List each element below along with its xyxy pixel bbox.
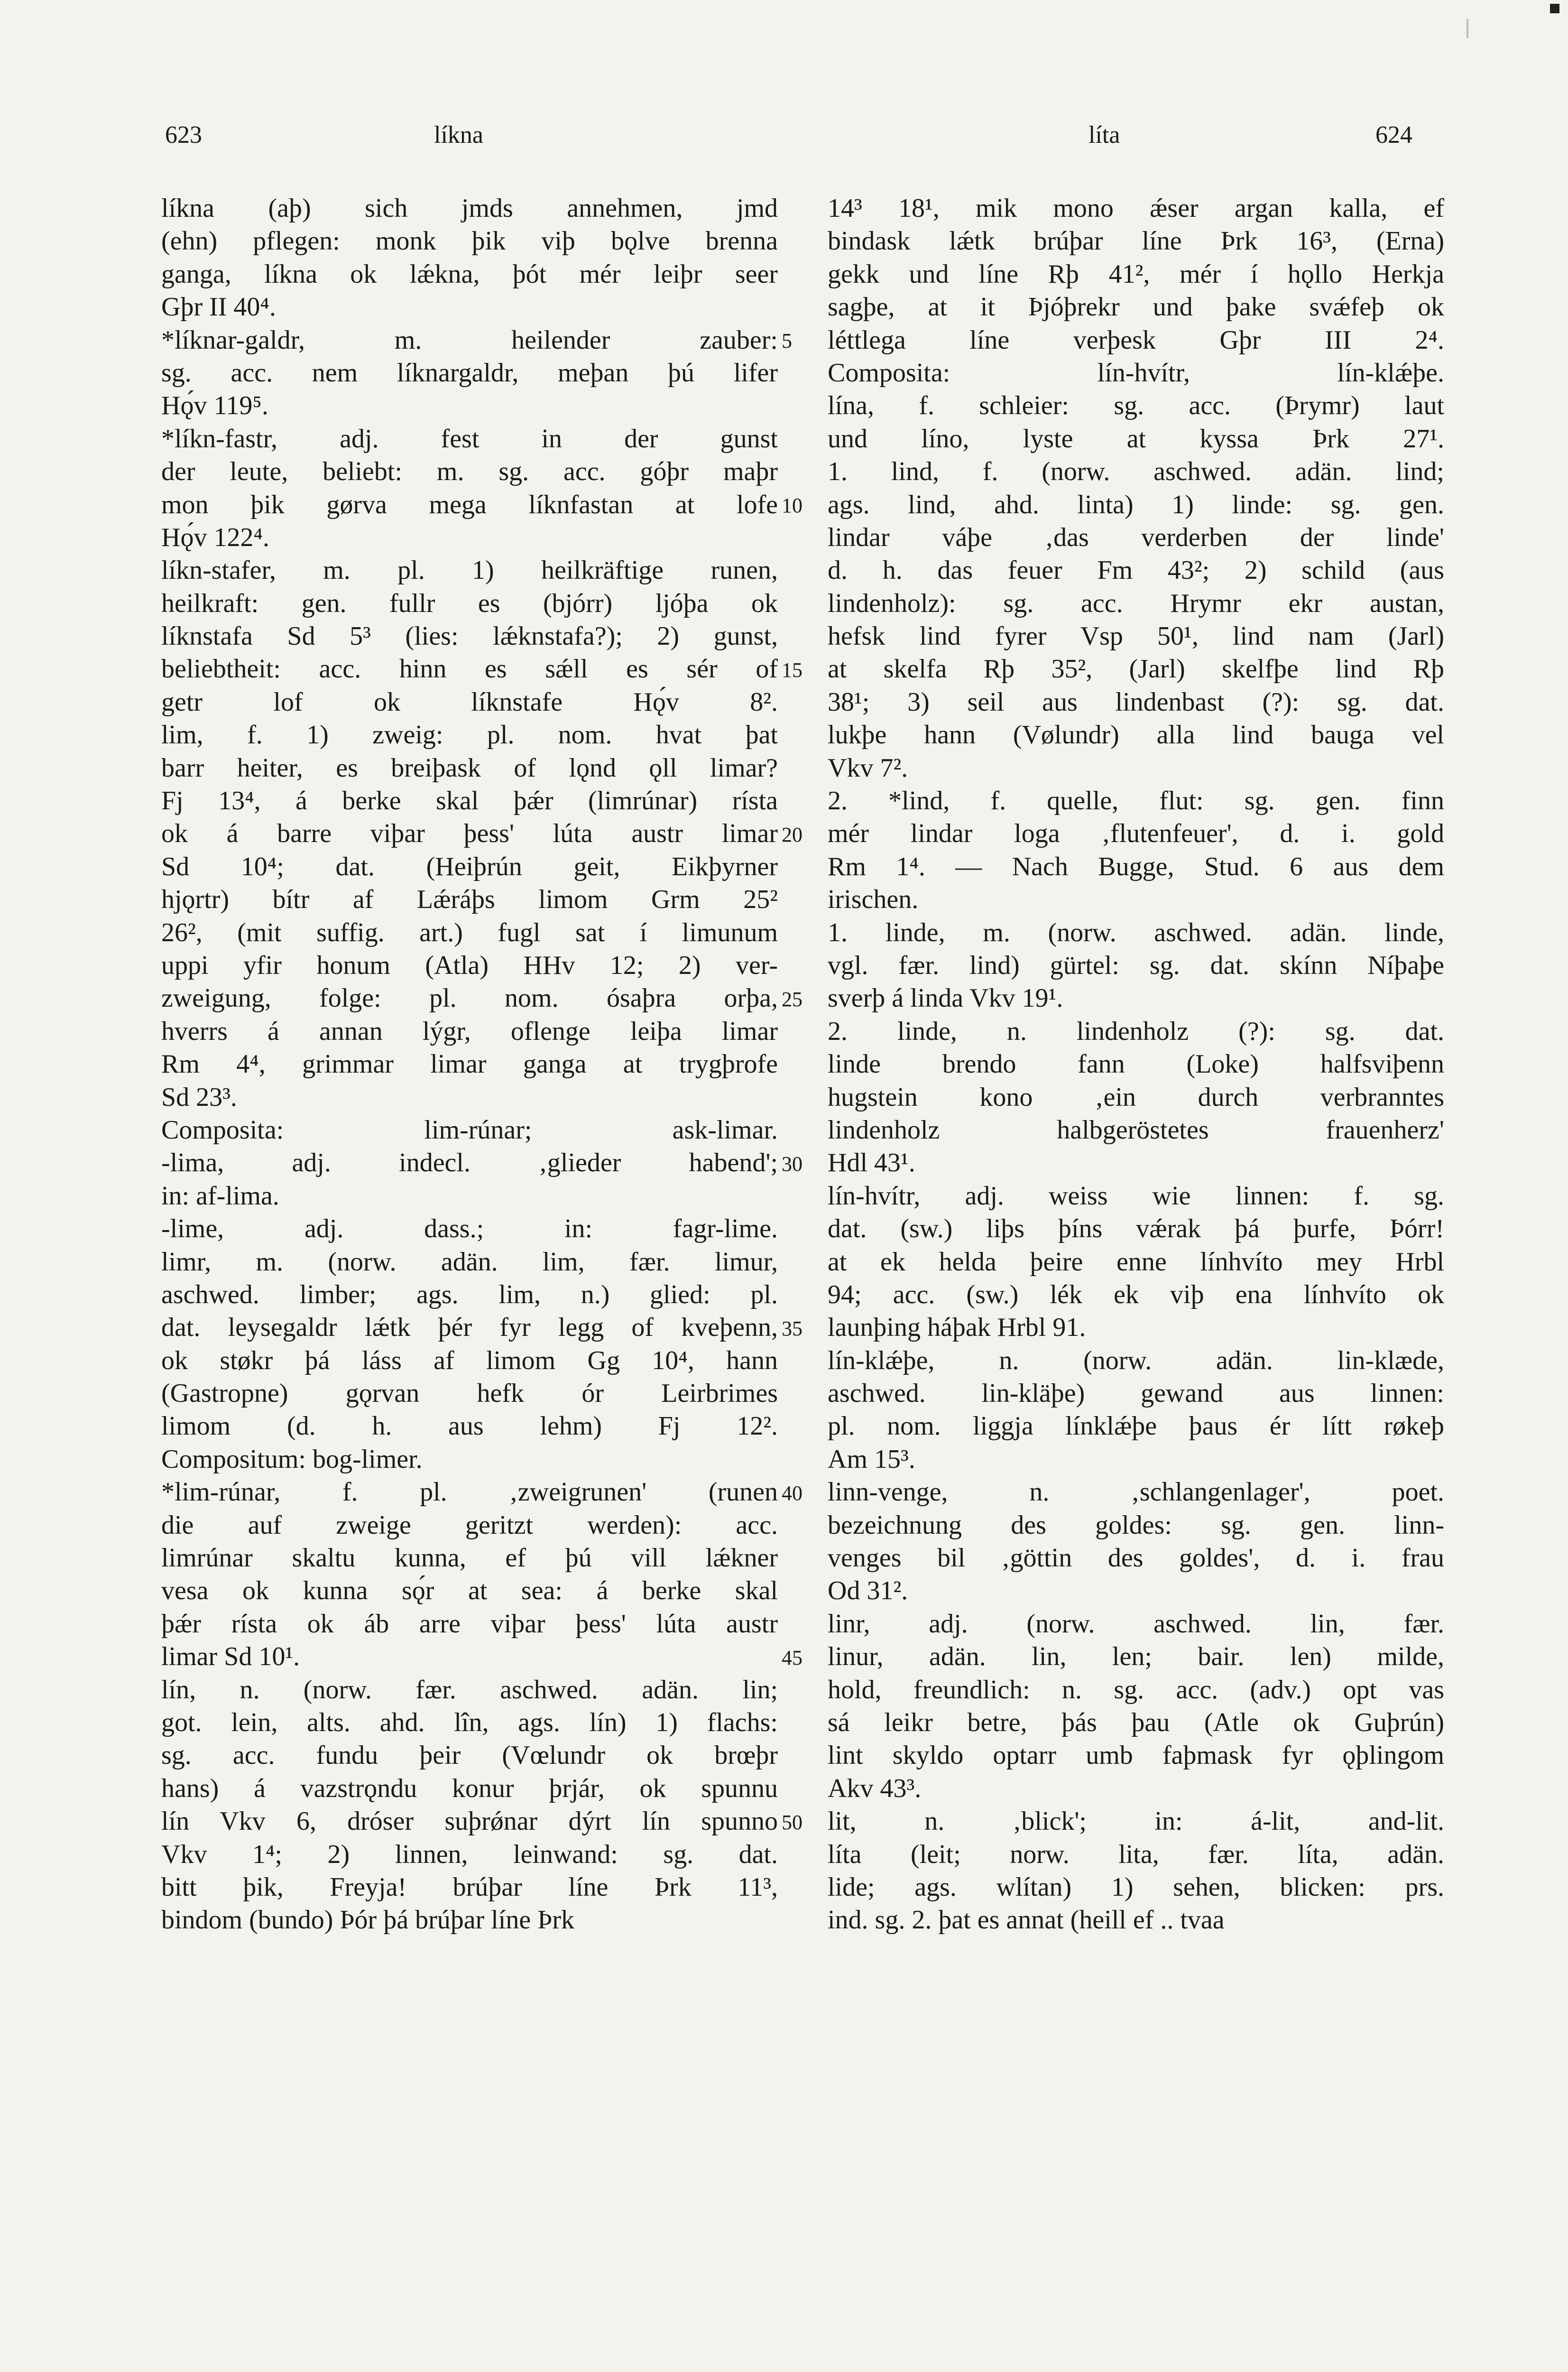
left-column-line: limr, m. (norw. adän. lim, fær. limur, xyxy=(161,1247,778,1277)
left-column-line: ok støkr þá láss af limom Gg 10⁴, hann xyxy=(161,1345,778,1375)
left-column-line: lín, n. (norw. fær. aschwed. adän. lin; xyxy=(161,1675,778,1705)
right-column-line: hugstein kono ‚ein durch verbranntes xyxy=(828,1082,1444,1112)
left-column-line: *líkn-fastr, adj. fest in der gunst xyxy=(161,424,778,454)
right-column-line: lindar váþe ‚das verderben der linde' xyxy=(828,522,1444,552)
left-column-line: der leute, beliebt: m. sg. acc. góþr maþr xyxy=(161,457,778,487)
left-column-line: Hǫ́v 119⁵. xyxy=(161,391,268,421)
line-number: 45 xyxy=(782,1646,802,1669)
right-column-line: launþing háþak Hrbl 91. xyxy=(828,1313,1086,1343)
right-column-line: Vkv 7². xyxy=(828,753,908,783)
left-page-number: 623 xyxy=(165,121,202,148)
right-column-line: linr, adj. (norw. aschwed. lin, fær. xyxy=(828,1609,1444,1639)
right-column-line: ags. lind, ahd. linta) 1) linde: sg. gen. xyxy=(828,490,1444,519)
left-column-line: limom (d. h. aus lehm) Fj 12². xyxy=(161,1411,778,1441)
right-column-line: hefsk lind fyrer Vsp 50¹, lind nam (Jarl) xyxy=(828,621,1444,651)
left-column-line: *líknar-galdr, m. heilender zauber: xyxy=(161,325,778,355)
left-column-line: sg. acc. fundu þeir (Vœlundr ok brœþr xyxy=(161,1741,778,1770)
left-column-line: mon þik gørva mega líknfastan at lofe xyxy=(161,490,778,519)
left-column-line: Composita: lim-rúnar; ask-limar. xyxy=(161,1115,778,1145)
right-column-line: und líno, lyste at kyssa Þrk 27¹. xyxy=(828,424,1444,454)
right-column-line: linur, adän. lin, len; bair. len) milde, xyxy=(828,1642,1444,1672)
left-column-line: die auf zweige geritzt werden): acc. xyxy=(161,1510,778,1540)
right-column-line: sagþe, at it Þjóþrekr und þake svǽfeþ ok xyxy=(828,292,1444,322)
left-column-line: hjǫrtr) bítr af Lǽráþs limom Grm 25² xyxy=(161,885,778,915)
left-column-line: dat. leysegaldr lǽtk þér fyr legg of kveþenn, xyxy=(161,1313,778,1343)
right-column-line: at ek helda þeire enne línhvíto mey Hrbl xyxy=(828,1247,1444,1277)
left-column-line: hverrs á annan lýgr, oflenge leiþa limar xyxy=(161,1016,778,1046)
right-column-line: d. h. das feuer Fm 43²; 2) schild (aus xyxy=(828,556,1444,585)
right-column-line: Od 31². xyxy=(828,1576,908,1606)
left-column-line: Compositum: bog-limer. xyxy=(161,1444,423,1474)
left-column-line: Vkv 1⁴; 2) linnen, leinwand: sg. dat. xyxy=(161,1839,778,1869)
right-column-line: at skelfa Rþ 35², (Jarl) skelfþe lind Rþ xyxy=(828,654,1444,684)
left-column-line: ok á barre viþar þess' lúta austr limar xyxy=(161,819,778,849)
left-column-line: Rm 4⁴, grimmar limar ganga at trygþrofe xyxy=(161,1049,778,1079)
left-column-line: limrúnar skaltu kunna, ef þú vill lǽkner xyxy=(161,1543,778,1573)
right-column-line: Akv 43³. xyxy=(828,1773,922,1803)
right-column-line: sverþ á linda Vkv 19¹. xyxy=(828,983,1063,1013)
right-column-line: Composita: lín-hvítr, lín-klǽþe. xyxy=(828,358,1444,388)
scan-corner-mark xyxy=(1550,4,1559,13)
line-number: 5 xyxy=(782,329,792,352)
right-column-line: lín-hvítr, adj. weiss wie linnen: f. sg. xyxy=(828,1181,1444,1211)
right-column-line: linn-venge, n. ‚schlangenlager', poet. xyxy=(828,1477,1444,1507)
left-column-line: lín Vkv 6, dróser suþrǿnar dýrt lín spunno xyxy=(161,1807,778,1836)
line-number: 15 xyxy=(782,658,802,682)
line-number: 20 xyxy=(782,823,802,846)
right-column-line: lint skyldo optarr umb faþmask fyr ǫþlingom xyxy=(828,1741,1444,1770)
left-column-line: líkna (aþ) sich jmds annehmen, jmd xyxy=(161,194,778,223)
running-head xyxy=(0,121,1568,164)
left-column-line: þǽr rísta ok áb arre viþar þess' lúta austr xyxy=(161,1609,778,1639)
right-column-line: 14³ 18¹, mik mono ǽser argan kalla, ef xyxy=(828,194,1444,223)
left-column-line: limar Sd 10¹. xyxy=(161,1642,300,1672)
right-column-line: aschwed. lin-kläþe) gewand aus linnen: xyxy=(828,1379,1444,1408)
right-column-line: linde brendo fann (Loke) halfsviþenn xyxy=(828,1049,1444,1079)
right-column-line: Am 15³. xyxy=(828,1444,915,1474)
right-column-line: lindenholz halbgeröstetes frauenherz' xyxy=(828,1115,1444,1145)
right-column-line: 1. lind, f. (norw. aschwed. adän. lind; xyxy=(828,457,1444,487)
left-column-line: uppi yfir honum (Atla) HHv 12; 2) ver- xyxy=(161,950,778,980)
line-number: 40 xyxy=(782,1481,802,1505)
scan-mark xyxy=(1467,19,1468,38)
left-column-line: (ehn) pflegen: monk þik viþ bǫlve brenna xyxy=(161,226,778,256)
left-column-line: hans) á vazstrǫndu konur þrjár, ok spunnu xyxy=(161,1773,778,1803)
left-column-line: -lima, adj. indecl. ‚glieder habend'; xyxy=(161,1148,778,1178)
left-column-line: in: af-lima. xyxy=(161,1181,279,1211)
right-column-line: lit, n. ‚blick'; in: á-lit, and-lit. xyxy=(828,1807,1444,1836)
left-column-line: Sd 23³. xyxy=(161,1082,237,1112)
right-column-line: 2. *lind, f. quelle, flut: sg. gen. finn xyxy=(828,786,1444,816)
right-page-number: 624 xyxy=(1375,121,1412,148)
line-number: 50 xyxy=(782,1810,802,1834)
right-column-line: Rm 1⁴. — Nach Bugge, Stud. 6 aus dem xyxy=(828,852,1444,881)
left-column-line: -lime, adj. dass.; in: fagr-lime. xyxy=(161,1214,778,1244)
right-column-line: lindenholz): sg. acc. Hrymr ekr austan, xyxy=(828,588,1444,618)
right-column-line: pl. nom. liggja línklǽþe þaus ér lítt røkeþ xyxy=(828,1411,1444,1441)
left-column-line: 26², (mit suffig. art.) fugl sat í limunum xyxy=(161,917,778,947)
left-column-line: lim, f. 1) zweig: pl. nom. hvat þat xyxy=(161,720,778,750)
left-column-line: Gþr II 40⁴. xyxy=(161,292,276,322)
left-column-line: Fj 13⁴, á berke skal þǽr (limrúnar) rísta xyxy=(161,786,778,816)
right-column-line: vgl. fær. lind) gürtel: sg. dat. skínn Níþaþe xyxy=(828,950,1444,980)
line-number: 35 xyxy=(782,1316,802,1340)
left-column-line: Sd 10⁴; dat. (Heiþrún geit, Eikþyrner xyxy=(161,852,778,881)
right-column-line: hold, freundlich: n. sg. acc. (adv.) opt vas xyxy=(828,1675,1444,1705)
left-column-line: got. lein, alts. ahd. lîn, ags. lín) 1) flachs: xyxy=(161,1707,778,1737)
right-column-line: bezeichnung des goldes: sg. gen. linn- xyxy=(828,1510,1444,1540)
right-column-line: mér lindar loga ‚flutenfeuer', d. i. gold xyxy=(828,819,1444,849)
right-column-line: irischen. xyxy=(828,885,919,915)
right-column-line: 1. linde, m. (norw. aschwed. adän. linde, xyxy=(828,917,1444,947)
left-column-line: sg. acc. nem líknargaldr, meþan þú lifer xyxy=(161,358,778,388)
left-column-line: heilkraft: gen. fullr es (bjórr) ljóþa ok xyxy=(161,588,778,618)
left-column-line: Hǫ́v 122⁴. xyxy=(161,522,269,552)
line-number: 10 xyxy=(782,493,802,517)
right-column-line: Hdl 43¹. xyxy=(828,1148,915,1178)
right-column-line: lína, f. schleier: sg. acc. (Þrymr) laut xyxy=(828,391,1444,421)
left-column-line: líkn-stafer, m. pl. 1) heilkräftige runen, xyxy=(161,556,778,585)
right-column-line: líta (leit; norw. lita, fær. líta, adän. xyxy=(828,1839,1444,1869)
left-column-line: zweigung, folge: pl. nom. ósaþra orþa, xyxy=(161,983,778,1013)
right-column-line: ind. sg. 2. þat es annat (heill ef .. tvaa xyxy=(828,1905,1225,1935)
left-column-line: vesa ok kunna sǫ́r at sea: á berke skal xyxy=(161,1576,778,1606)
right-column xyxy=(828,192,1444,1937)
right-column-line: venges bil ‚göttin des goldes', d. i. frau xyxy=(828,1543,1444,1573)
left-column-line: barr heiter, es breiþask of lǫnd ǫll limar? xyxy=(161,753,778,783)
left-column-line: (Gastropne) gǫrvan hefk ór Leirbrimes xyxy=(161,1379,778,1408)
right-column-line: sá leikr betre, þás þau (Atle ok Guþrún) xyxy=(828,1707,1444,1737)
left-column-line: bitt þik, Freyja! brúþar líne Þrk 11³, xyxy=(161,1872,778,1902)
left-column-line: ganga, líkna ok lǽkna, þót mér leiþr seer xyxy=(161,259,778,289)
left-column-line: getr lof ok líknstafe Hǫ́v 8². xyxy=(161,687,778,717)
right-column-line: lín-klǽþe, n. (norw. adän. lin-klæde, xyxy=(828,1345,1444,1375)
left-column-line: *lim-rúnar, f. pl. ‚zweigrunen' (runen xyxy=(161,1477,778,1507)
right-column-line: 38¹; 3) seil aus lindenbast (?): sg. dat. xyxy=(828,687,1444,717)
right-column-line: léttlega líne verþesk Gþr III 2⁴. xyxy=(828,325,1444,355)
left-column-line: beliebtheit: acc. hinn es sǽll es sér of xyxy=(161,654,778,684)
right-column-line: bindask lǽtk brúþar líne Þrk 16³, (Erna) xyxy=(828,226,1444,256)
left-running-word: líkna xyxy=(434,121,483,148)
right-column-line: 94; acc. (sw.) lék ek viþ ena línhvíto ok xyxy=(828,1279,1444,1309)
left-column-line: líknstafa Sd 5³ (lies: lǽknstafa?); 2) gunst, xyxy=(161,621,778,651)
left-column-line: bindom (bundo) Þór þá brúþar líne Þrk xyxy=(161,1905,574,1935)
right-column-line: lukþe hann (Vølundr) alla lind bauga vel xyxy=(828,720,1444,750)
line-number: 30 xyxy=(782,1152,802,1176)
right-column-line: lide; ags. wlítan) 1) sehen, blicken: prs. xyxy=(828,1872,1444,1902)
right-running-word: líta xyxy=(1088,121,1120,148)
line-number: 25 xyxy=(782,987,802,1011)
right-column-line: 2. linde, n. lindenholz (?): sg. dat. xyxy=(828,1016,1444,1046)
right-column-line: dat. (sw.) liþs þíns vǽrak þá þurfe, Þórr! xyxy=(828,1214,1444,1244)
left-column-line: aschwed. limber; ags. lim, n.) glied: pl. xyxy=(161,1279,778,1309)
left-column xyxy=(161,192,778,1937)
right-column-line: gekk und líne Rþ 41², mér í hǫllo Herkja xyxy=(828,259,1444,289)
